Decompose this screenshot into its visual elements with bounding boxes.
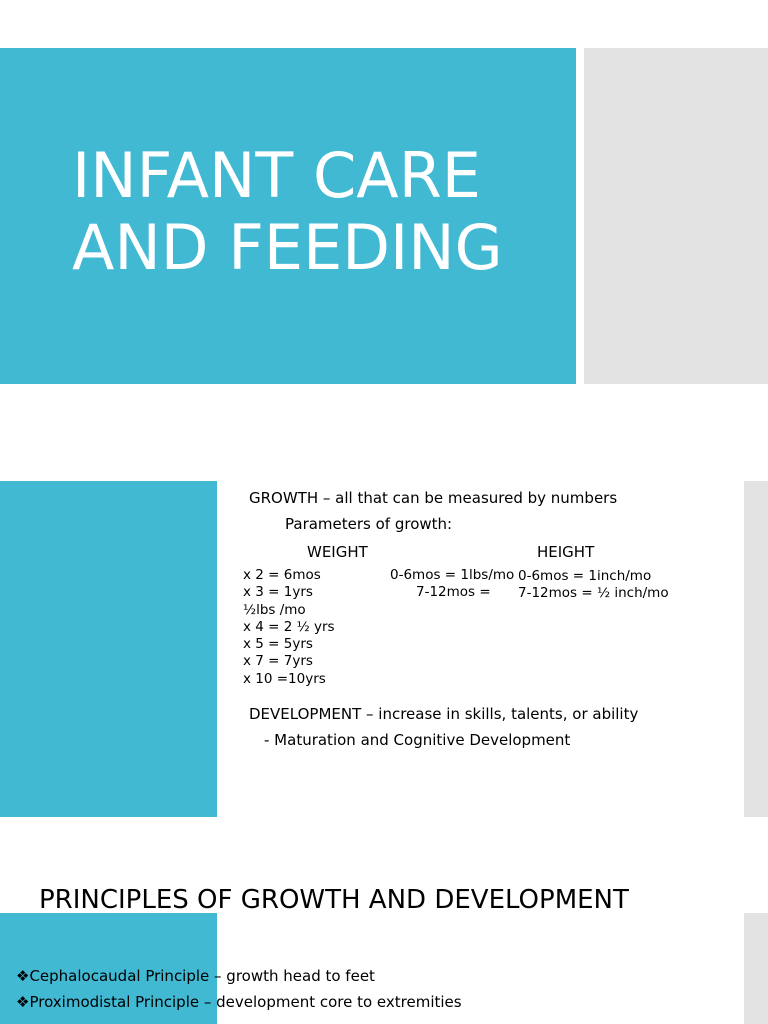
weight-rate-0-6: 0-6mos = 1lbs/mo xyxy=(390,567,515,583)
development-definition: DEVELOPMENT – increase in skills, talents, or ability xyxy=(249,705,639,723)
weight-header: WEIGHT xyxy=(307,543,368,561)
weight-line: x 4 = 2 ½ yrs xyxy=(243,618,335,635)
weight-line: x 7 = 7yrs xyxy=(243,653,313,670)
title-slide-side-panel xyxy=(584,48,768,384)
height-header: HEIGHT xyxy=(537,543,595,561)
growth-slide-panel xyxy=(0,481,217,817)
growth-slide-side-panel xyxy=(744,481,768,817)
height-rate-0-6: 0-6mos = 1inch/mo xyxy=(518,568,652,584)
slide-title-line-1: INFANT CARE xyxy=(72,139,481,212)
growth-definition: GROWTH – all that can be measured by numbers xyxy=(249,489,618,507)
weight-line: x 2 = 6mos xyxy=(243,567,321,583)
principles-slide-side-panel xyxy=(744,913,768,1024)
slide-title xyxy=(72,140,572,284)
height-rate-7-12: 7-12mos = ½ inch/mo xyxy=(518,585,669,601)
bullet-text: Cephalocaudal Principle – growth head to feet xyxy=(29,967,375,985)
weight-line: x 3 = 1yrs xyxy=(243,584,313,601)
bullet-item xyxy=(16,967,375,985)
development-subpoint: - Maturation and Cognitive Development xyxy=(264,731,571,749)
weight-list xyxy=(243,567,335,688)
diamond-bullet-icon: ❖ xyxy=(16,993,30,1011)
weight-line: x 10 =10yrs xyxy=(243,670,326,687)
weight-line: x 5 = 5yrs xyxy=(243,636,313,653)
bullet-item xyxy=(16,993,462,1011)
principles-title: PRINCIPLES OF GROWTH AND DEVELOPMENT xyxy=(39,885,629,915)
parameters-heading: Parameters of growth: xyxy=(285,515,453,533)
bullet-text: Proximodistal Principle – development core to extremities xyxy=(29,993,462,1011)
diamond-bullet-icon: ❖ xyxy=(16,967,30,985)
weight-line: ½lbs /mo xyxy=(243,601,306,618)
slide-title-line-2: AND FEEDING xyxy=(72,211,503,284)
weight-rate-7-12: 7-12mos = xyxy=(416,584,491,600)
